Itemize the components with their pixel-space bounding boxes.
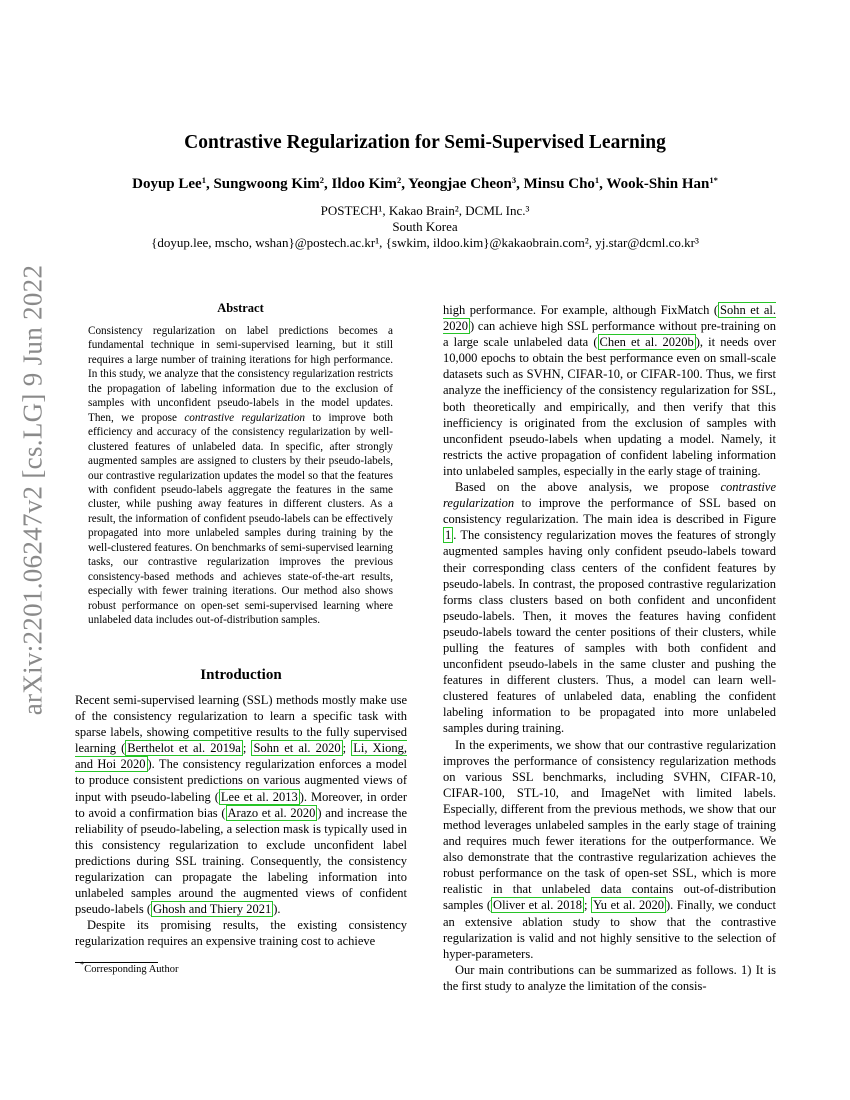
paragraph: high performance. For example, although FixMatch ( Sohn et al. 2020 ) can achieve high SSL performance without pre-training on a large scale unlabeled data ( Chen et al. 2020b ), it needs over 10,000 epochs to obtain the best performance even on small-scale datasets such as SVHN, CIFAR-10, or CIFAR-100. Thus, we first analyze the inefficiency of the consistency regularization for SSL, both theoretically and empirically, and then verify that this inefficiency is originated from the exclusion of samples with unconfident pseudo-labels when updating a model. Namely, it restricts the active propagation of confident labeling information into unlabeled samples, especially in the early stage of training. (443, 303, 777, 478)
footnote: *Corresponding Author (80, 959, 179, 975)
figure-link[interactable]: 1 (445, 528, 452, 543)
author-emails: {doyup.lee, mscho, wshan}@postech.ac.kr¹, {swkim, ildoo.kim}@kakaobrain.com², yj.star@dcml.co.kr³ (151, 235, 699, 250)
citation-link[interactable]: Oliver et al. 2018 (493, 898, 582, 913)
left-column-body (75, 692, 407, 950)
citation-link[interactable]: Li, Xiong, and Hoi 2020 (75, 741, 407, 772)
footnote-rule (75, 962, 158, 963)
author-list: Doyup Lee$^1$, Sungwoong Kim$^2$, Ildoo Kim$^2$, Yeongjae Cheon$^3$, Minsu Cho$^1$, Wook-Shin Han$^{1*}$ (132, 175, 718, 192)
introduction-heading: Introduction (200, 667, 282, 683)
abstract-body: Consistency regularization on label predictions becomes a fundamental technique in semi-supervised learning, but it still requires a large number of training iterations for high performance. In this study, we analyze that the consistency regularization restricts the propagation of labeling information due to the exclusion of samples with unconfident pseudo-labels in the model updates. Then, we propose contrastive regularization to improve both efficiency and accuracy of the consistency regularization by well-clustered features of unlabeled data. In specific, after strongly augmented samples are assigned to clusters by their pseudo-labels, our contrastive regularization updates the model so that the features with confident pseudo-labels aggregate the features in the same cluster, while pushing away features in different clusters. As a result, the information of confident pseudo-labels can be effectively propagated into more unlabeled samples during training by the well-clustered features. On benchmarks of semi-supervised learning tasks, our contrastive regularization improves the previous consistency-based methods and achieves state-of-the-art results, especially with fewer training iterations. Our method also shows robust performance on open-set semi-supervised learning where unlabeled data includes out-of-distribution samples. (88, 325, 393, 627)
citation-link[interactable]: Lee et al. 2013 (220, 789, 298, 804)
paper-title: Contrastive Regularization for Semi-Supervised Learning (184, 132, 666, 153)
author: Wook-Shin Han$^{1*}$ (606, 175, 718, 192)
author: Doyup Lee$^1$ (132, 175, 206, 192)
paragraph: In the experiments, we show that our contrastive regularization improves the performance of consistency regularization methods on various SSL benchmarks, including SVHN, CIFAR-10, CIFAR-100, STL-10, and ImageNet with limited labels. Especially, different from the previous methods, we show that our method leverages unlabeled samples in the early stage of training and requires much fewer iterations for the outperformance. We also demonstrate that the contrastive regularization achieves the robust performance on the task of open-set SSL, which is more realistic in that unlabeled data contains out-of-distribution samples ( Oliver et al. 2018 ; Yu et al. 2020 ). Finally, we conduct an extensive ablation study to show that the contrastive regularization is valid and not highly sensitive to the selection of hyper-parameters. (443, 737, 776, 961)
paragraph: Recent semi-supervised learning (SSL) methods mostly make use of the consistency regularization to learn a specific task with sparse labels, showing competitive results to the fully supervised learning ( Berthelot et al. 2019a ; Sohn et al. 2020 ; Li, Xiong, and Hoi 2020 ). The consistency regularization enforces a model to produce consistent predictions on various augmented views of input with pseudo-labeling ( Lee et al. 2013 ). Moreover, in order to avoid a confirmation bias ( Arazo et al. 2020 ) and increase the reliability of pseudo-labeling, a selection mask is typically used in this consistency regularization to exclude unconfident label predictions during SSL training. Consequently, the consistency regularization can propagate the labeling information into unlabeled samples around the augmented views of confident pseudo-labels ( Ghosh and Thiery 2021 ). (75, 693, 408, 917)
arxiv-id: arXiv:2201.06247v2 [cs.LG] 9 Jun 2022 (17, 264, 48, 716)
affiliation-line: POSTECH¹, Kakao Brain², DCML Inc.³ (320, 203, 530, 218)
author: Sungwoong Kim$^2$ (213, 175, 324, 192)
citation-link[interactable]: Sohn et al. 2020 (253, 741, 341, 756)
paragraph: Our main contributions can be summarized as follows. 1) It is the first study to analyze the limitation of the consis- (443, 962, 776, 993)
author: Yeongjae Cheon$^3$ (408, 175, 517, 192)
citation-link[interactable]: Arazo et al. 2020 (227, 805, 316, 820)
arxiv-sidebar (8, 264, 58, 716)
affiliation-country: South Korea (392, 219, 458, 234)
author: Ildoo Kim$^2$ (331, 175, 402, 192)
citation-link[interactable]: Sohn et al. 2020 (443, 303, 776, 334)
citation-link[interactable]: Yu et al. 2020 (593, 898, 664, 913)
right-column-body (443, 302, 776, 994)
author: Minsu Cho$^1$ (523, 175, 600, 192)
abstract-heading: Abstract (217, 301, 264, 315)
citation-link[interactable]: Berthelot et al. 2019a (127, 741, 241, 756)
paragraph: Based on the above analysis, we propose contrastive regularization to improve the performance of SSL based on consistency regularization. The main idea is described in Figure 1 . The consistency regularization moves the features of strongly augmented samples having only confident pseudo-labels toward their corresponding class centers of the confident features by pseudo-labels. In contrast, the proposed contrastive regularization forms class clusters based on both confident and unconfident pseudo-labels. Then, it moves the features having confident pseudo-labels toward the center positions of their clusters, while pulling the features of samples with both confident and unconfident pseudo-labels in the same cluster and pushing the features in different clusters. Thus, a model can learn well-clustered features of unlabeled data, enabling the confident labeling information to be propagated into more unlabeled samples during training. (443, 480, 776, 736)
paragraph: Despite its promising results, the existing consistency regularization requires an expensive training cost to achieve (75, 918, 407, 949)
citation-link[interactable]: Chen et al. 2020b (599, 335, 694, 350)
citation-link[interactable]: Ghosh and Thiery 2021 (153, 902, 272, 917)
